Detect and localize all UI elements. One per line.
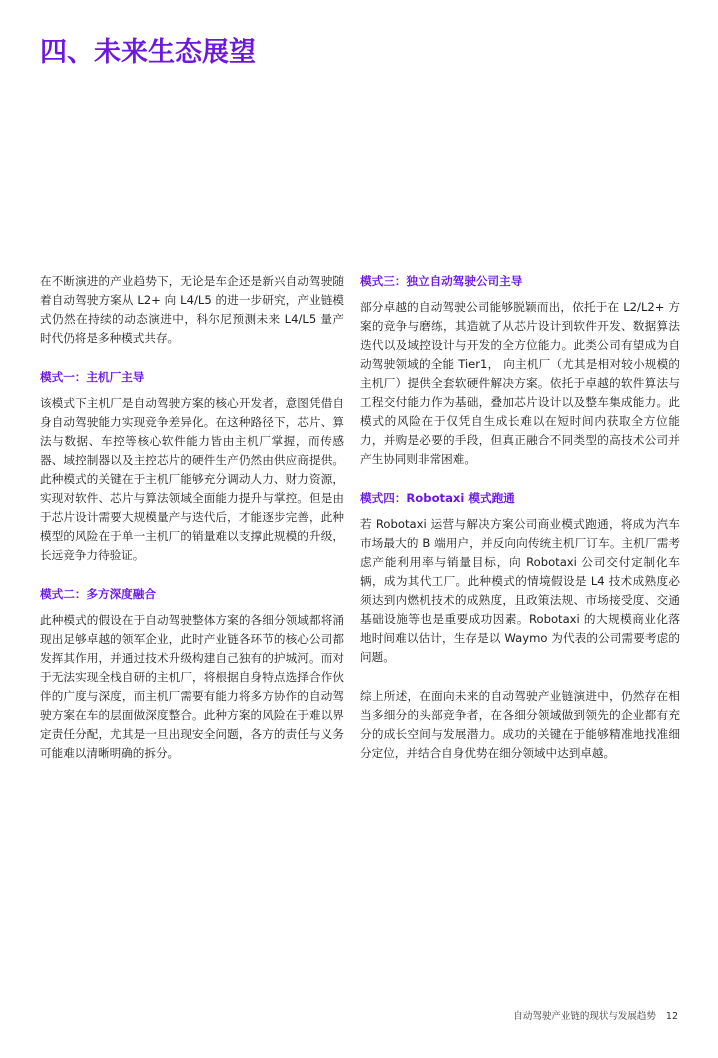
page-title: 四、未来生态展望 (40, 37, 256, 68)
mode1-heading: 模式一：主机厂主导 (40, 370, 145, 384)
intro-paragraph: 在不断演进的产业趋势下，无论是车企还是新兴自动驾驶随着自动驾驶方案从 L2+ 向 L4/L5 的进一步研究，产业链模式仍然在持续的动态演进中，科尔尼预测未来 L4/L5 量产时代仍将是多种模式共存。 (40, 274, 344, 345)
mode2-heading: 模式二：多方深度融合 (40, 587, 156, 601)
conclusion-paragraph: 综上所述，在面向未来的自动驾驶产业链演进中，仍然存在相当多细分的头部竞争者，在各细分领域做到领先的企业都有充分的成长空间与发展潜力。成功的关键在于能够精准地找准细分定位，并结合自身优势在细分领域中达到卓越。 (360, 689, 680, 760)
right-column (360, 272, 680, 783)
mode4-heading: 模式四：Robotaxi 模式跑通 (360, 491, 515, 505)
left-column (40, 272, 344, 783)
mode3-heading: 模式三：独立自动驾驶公司主导 (360, 274, 523, 288)
mode1-paragraph: 该模式下主机厂是自动驾驶方案的核心开发者，意图凭借自身自动驾驶能力实现竞争差异化。在这种路径下，芯片、算法与数据、车控等核心软件能力皆由主机厂掌握，而传感器、域控制器以及主控芯片的硬件生产仍然由供应商提供。此种模式的关键在于主机厂能够充分调动人力、财力资源，实现对软件、芯片与算法领域全面能力提升与掌控。但是由于芯片设计需要大规模量产与迭代后，才能逐步完善，此种模型的风险在于单一主机厂的销量难以支撑此规模的升级，长远竞争力待验证。 (40, 396, 344, 562)
mode4-paragraph: 若 Robotaxi 运营与解决方案公司商业模式跑通，将成为汽车市场最大的 B 端用户，并反向向传统主机厂订车。主机厂需考虑产能利用率与销量目标，向 Robotaxi 公司交付定制化车辆，成为其代工厂。此种模式的情境假设是 L4 技术成熟度必须达到内燃机技术的成熟度，且政策法规、市场接受度、交通基础设施等也是重要成功因素。Robotaxi 的大规模商业化落地时间难以估计，生存是以 Waymo 为代表的公司需要考虑的问题。 (360, 517, 680, 664)
page-footer (513, 1008, 678, 1022)
mode2-paragraph: 此种模式的假设在于自动驾驶整体方案的各细分领域都将涌现出足够卓越的领军企业，此时产业链各环节的核心公司都发挥其作用，并通过技术升级构建自己独有的护城河。而对于无法实现全栈自研的主机厂，将根据自身特点选择合作伙伴的广度与深度，而主机厂需要有能力将多方协作的自动驾驶方案在车的层面做深度整合。此种方案的风险在于难以界定责任分配，尤其是一旦出现安全问题，各方的责任与义务可能难以清晰明确的拆分。 (40, 613, 344, 760)
mode3-paragraph: 部分卓越的自动驾驶公司能够脱颖而出，依托于在 L2/L2+ 方案的竞争与磨练，其造就了从芯片设计到软件开发、数据算法迭代以及域控设计与开发的全方位能力。此类公司有望成为自动驾驶领域的全能 Tier1， 向主机厂（尤其是相对较小规模的主机厂）提供全套软硬件解决方案。依托于卓越的软件算法与工程交付能力作为基础，叠加芯片设计以及整车集成能力。此模式的风险在于仅凭自生成长难以在短时间内获取全方位能力，并购是必要的手段，但真正融合不同类型的高技术公司并产生协同则非常困难。 (360, 300, 680, 466)
page-number: 12 (665, 1011, 678, 1022)
footer-title: 自动驾驶产业链的现状与发展趋势 (513, 1011, 656, 1022)
